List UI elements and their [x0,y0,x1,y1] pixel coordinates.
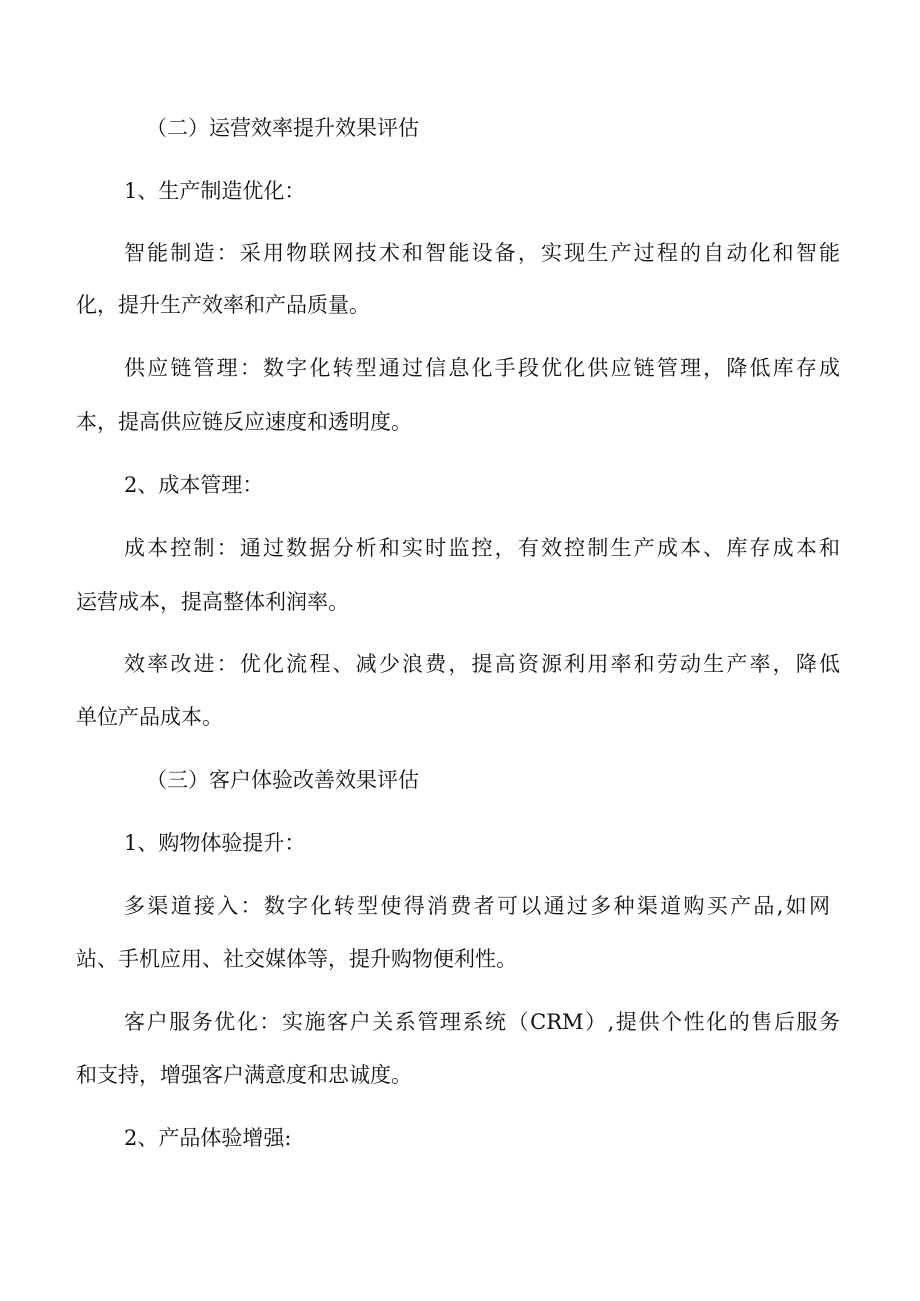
item-title-product-experience: 2、产品体验增强: [124,1126,292,1150]
section-heading-operations: （二）运营效率提升效果评估 [146,116,419,140]
paragraph-customer-service-line2: 和支持，增强客户满意度和忠诚度。 [76,1063,412,1087]
section-heading-customer-experience: （三）客户体验改善效果评估 [146,768,419,792]
paragraph-efficiency-line2: 单位产品成本。 [76,705,223,729]
paragraph-smart-manufacturing-line2: 化，提升生产效率和产品质量。 [76,293,370,317]
paragraph-smart-manufacturing-line1: 智能制造：采用物联网技术和智能设备，实现生产过程的自动化和智能 [124,241,840,265]
paragraph-supply-chain-line2: 本，提高供应链反应速度和透明度。 [76,410,412,434]
paragraph-multichannel-line2: 站、手机应用、社交媒体等，提升购物便利性。 [76,947,517,971]
paragraph-cost-control-line1: 成本控制：通过数据分析和实时监控，有效控制生产成本、库存成本和 [124,536,840,560]
paragraph-multichannel-line1: 多渠道接入：数字化转型使得消费者可以通过多种渠道购买产品,如网 [124,894,830,918]
item-title-production: 1、生产制造优化： [124,179,306,203]
paragraph-supply-chain-line1: 供应链管理：数字化转型通过信息化手段优化供应链管理，降低库存成 [124,356,840,380]
item-title-shopping-experience: 1、购物体验提升： [124,831,306,855]
paragraph-customer-service-line1: 客户服务优化：实施客户关系管理系统（CRM）,提供个性化的售后服务 [124,1010,840,1034]
paragraph-cost-control-line2: 运营成本，提高整体利润率。 [76,590,349,614]
item-title-cost-management: 2、成本管理： [124,473,264,497]
paragraph-efficiency-line1: 效率改进：优化流程、减少浪费，提高资源利用率和劳动生产率，降低 [124,652,840,676]
